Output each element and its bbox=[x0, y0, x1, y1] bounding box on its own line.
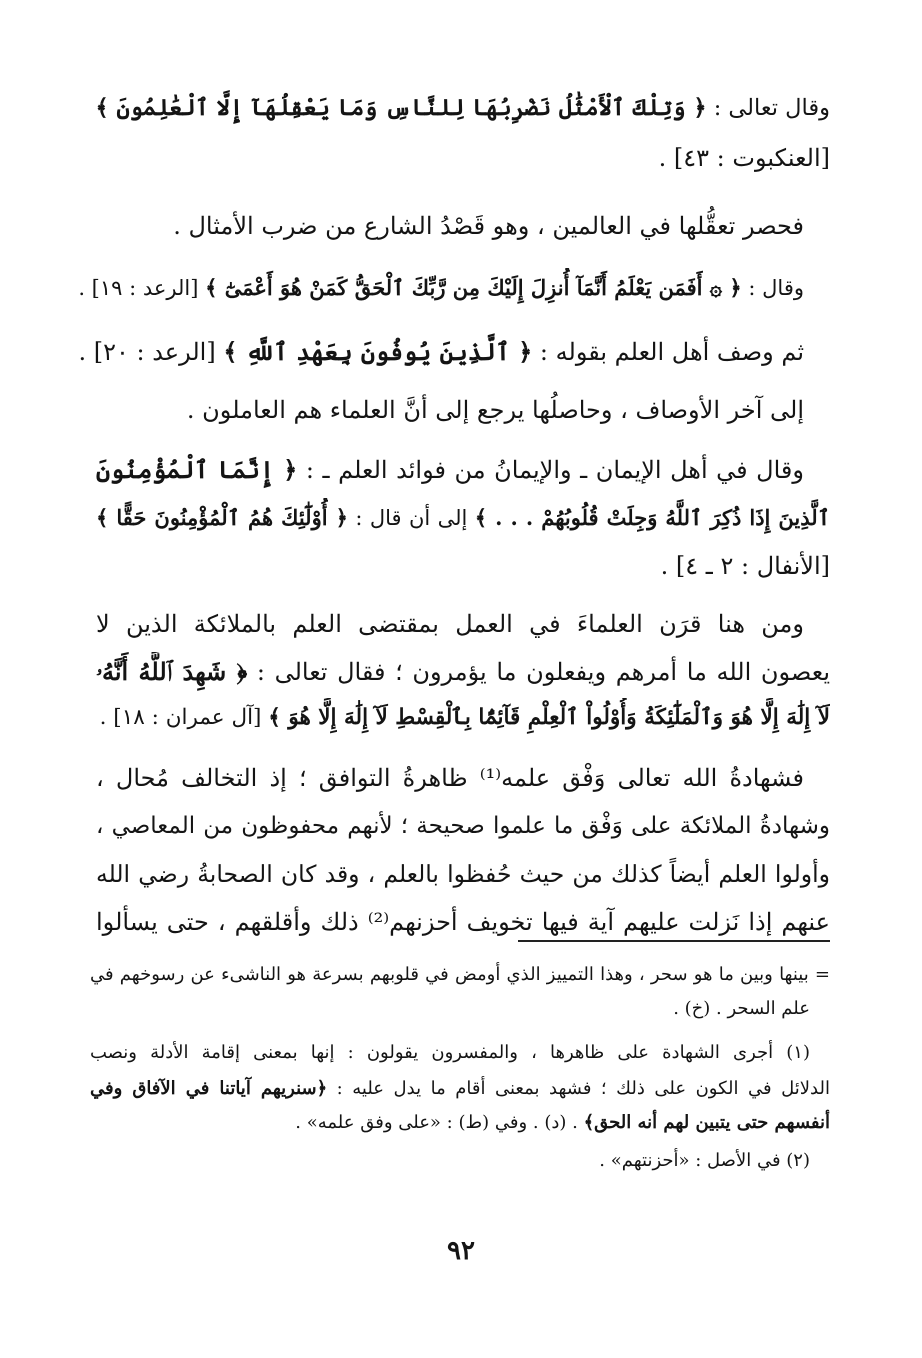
quran-verse: لَآ إِلَٰهَ إِلَّا هُوَ وَٱلْمَلَٰٓئِكَةُ وَأُوْلُواْ ٱلْعِلْمِ قَآئِمًۢا بِٱلْقِسْطِ لَآ إِلَٰهَ إِلَّا هُوَ ﴾ bbox=[268, 705, 830, 730]
footnote-line: الدلائل في الكون على ذلك ؛ فشهد بمعنى أقام ما يدل عليه : ﴿سنريهم آياتنا في الآفاق وفي bbox=[90, 1078, 830, 1099]
text-line: وأولوا العلم أيضاً كذلك من حيث حُفظوا بالعلم ، وقد كان الصحابةُ رضي الله bbox=[96, 860, 830, 888]
paragraph: وقال : ﴿ ۞ أَفَمَن يَعْلَمُ أَنَّمَآ أُنزِلَ إِلَيْكَ مِن رَّبِّكَ ٱلْحَقُّ كَمَنْ هُوَ أَعْمَىٰٓ ﴾ [الرعد : ١٩] . bbox=[78, 275, 804, 300]
quran-verse: ٱلَّذِينَ إِذَا ذُكِرَ ٱللَّهُ وَجِلَتْ قُلُوبُهُمْ . . . ﴾ bbox=[474, 505, 830, 530]
text-line: ٱلَّذِينَ إِذَا ذُكِرَ ٱللَّهُ وَجِلَتْ قُلُوبُهُمْ . . . ﴾ إلى أن قال : ﴿ أُوْلَٰٓئِكَ هُمُ ٱلْمُؤْمِنُونَ حَقًّا ﴾ bbox=[96, 505, 830, 530]
quran-verse: ﴿ شَهِدَ ٱللَّهُ أَنَّهُۥ bbox=[96, 657, 248, 686]
paragraph: إلى آخر الأوصاف ، وحاصلُها يرجع إلى أنَّ العلماء هم العاملون . bbox=[186, 396, 804, 424]
footnote-line: علم السحر . (خ) . bbox=[673, 998, 810, 1019]
text-line: لَآ إِلَٰهَ إِلَّا هُوَ وَٱلْمَلَٰٓئِكَةُ وَأُوْلُواْ ٱلْعِلْمِ قَآئِمًۢا بِٱلْقِسْطِ لَآ إِلَٰهَ إِلَّا هُوَ ﴾ [آل عمران : ١٨] . bbox=[99, 705, 830, 730]
text-line: وقال تعالى : ﴿ وَتِلْكَ ٱلْأَمْثَٰلُ نَضْرِبُهَا لِلنَّاسِ وَمَا يَعْقِلُهَآ إِلَّا ٱلْعَٰلِمُونَ ﴾ bbox=[96, 95, 830, 121]
quran-verse: ﴿سنريهم آياتنا في الآفاق وفي bbox=[90, 1078, 328, 1099]
footnote-separator bbox=[518, 940, 830, 942]
quran-verse: أنفسهم حتى يتبين لهم أنه الحق﴾ bbox=[583, 1112, 830, 1133]
text-line: فشهادةُ الله تعالى وَفْق علمه⁽¹⁾ ظاهرةُ التوافق ؛ إذ التخالف مُحال ، bbox=[96, 764, 804, 792]
text-line: وشهادةُ الملائكة على وَفْق ما علموا صحيحة ؛ لأنهم محفوظون من المعاصي ، bbox=[96, 813, 830, 839]
verse-reference: [الأنفال : ٢ ـ ٤] . bbox=[660, 552, 830, 580]
quran-verse: ﴿ أُوْلَٰٓئِكَ هُمُ ٱلْمُؤْمِنُونَ حَقًّا ﴾ bbox=[96, 505, 348, 530]
paragraph: ثم وصف أهل العلم بقوله : ﴿ ٱلَّذِينَ يُوفُونَ بِعَهْدِ ٱللَّهِ ﴾ [الرعد : ٢٠] . bbox=[78, 337, 804, 366]
footnote-line: (٢) في الأصل : «أحزنتهم» . bbox=[599, 1150, 810, 1171]
verse-reference: [العنكبوت : ٤٣] . bbox=[658, 144, 830, 172]
quran-verse: ﴿ وَتِلْكَ ٱلْأَمْثَٰلُ نَضْرِبُهَا لِلنَّاسِ وَمَا يَعْقِلُهَآ إِلَّا ٱلْعَٰلِمُونَ ﴾ bbox=[96, 95, 707, 121]
text-line: وقال في أهل الإيمان ـ والإيمانُ من فوائد العلم ـ : ﴿ إِنَّمَا ٱلْمُؤْمِنُونَ bbox=[96, 455, 804, 484]
text-line: عنهم إذا نَزلت عليهم آية فيها تخويف أحزنهم⁽²⁾ ذلك وأقلقهم ، حتى يسألوا bbox=[96, 908, 830, 936]
text-line: ومن هنا قرَن العلماءَ في العمل بمقتضى العلم بالملائكة الذين لا bbox=[96, 610, 804, 638]
quran-verse: ﴿ ۞ أَفَمَن يَعْلَمُ أَنَّمَآ أُنزِلَ إِلَيْكَ مِن رَّبِّكَ ٱلْحَقُّ كَمَنْ هُوَ أَعْمَىٰٓ ﴾ bbox=[205, 275, 742, 300]
quran-verse: ﴿ إِنَّمَا ٱلْمُؤْمِنُونَ bbox=[96, 455, 298, 484]
page-number: ٩٢ bbox=[447, 1236, 475, 1266]
footnote-line: أنفسهم حتى يتبين لهم أنه الحق﴾ . (د) . وفي (ط) : «على وفق علمه» . bbox=[295, 1112, 830, 1133]
paragraph: فحصر تعقُّلها في العالمين ، وهو قَصْدُ الشارع من ضرب الأمثال . bbox=[173, 212, 804, 240]
footnote-line: = بينها وبين ما هو سحر ، وهذا التمييز الذي أومض في قلوبهم بسرعة هو الناشىء عن رسوخهم في bbox=[90, 964, 830, 985]
text-line: يعصون الله ما أمرهم ويفعلون ما يؤمرون ؛ فقال تعالى : ﴿ شَهِدَ ٱللَّهُ أَنَّهُۥ bbox=[96, 657, 830, 686]
footnote-line: (١) أجرى الشهادة على ظاهرها ، والمفسرون يقولون : إنها بمعنى إقامة الأدلة ونصب bbox=[90, 1042, 810, 1063]
quran-verse: ﴿ ٱلَّذِينَ يُوفُونَ بِعَهْدِ ٱللَّهِ ﴾ bbox=[223, 337, 533, 366]
